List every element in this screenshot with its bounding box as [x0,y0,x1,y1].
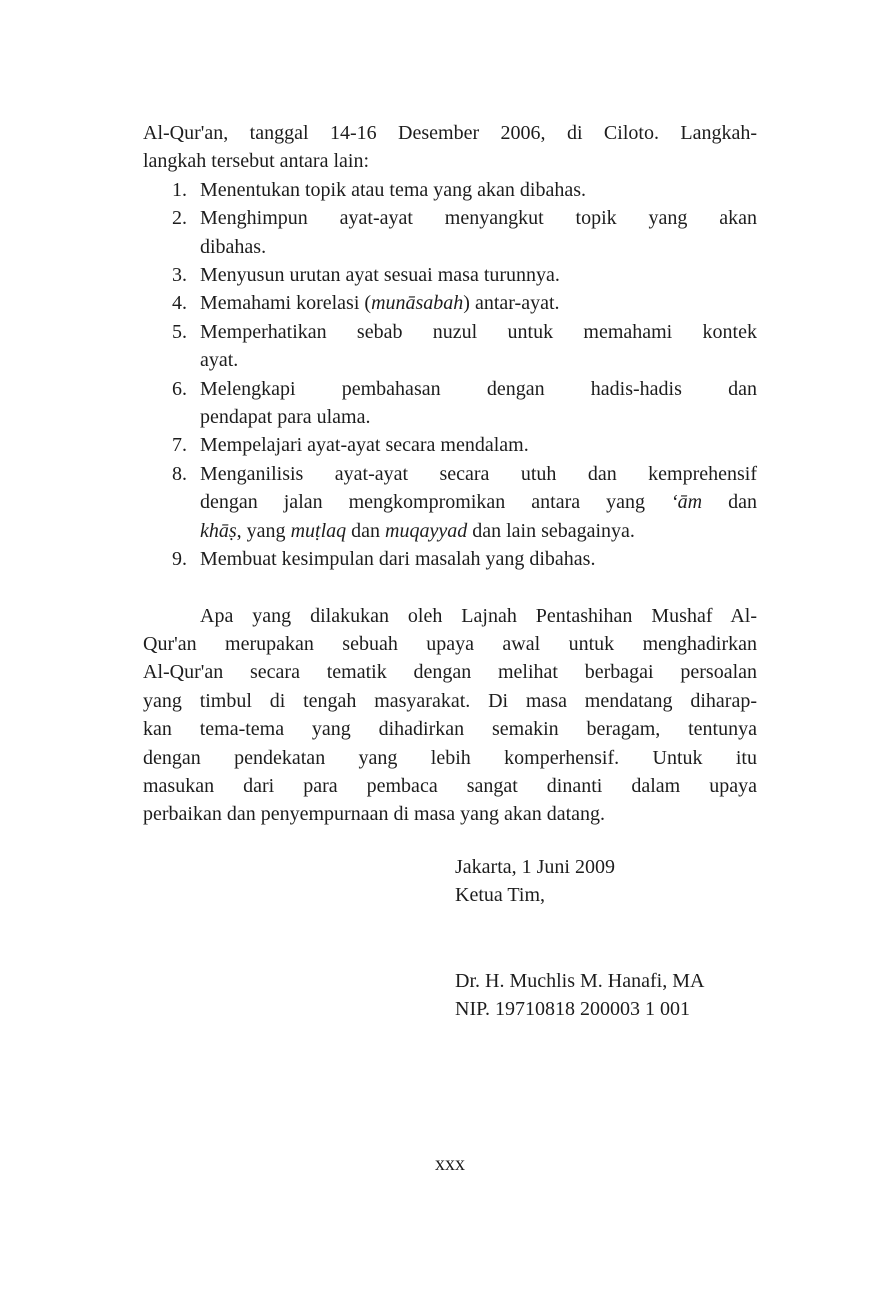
list-item-line [200,545,757,573]
list-item [143,261,757,289]
transliterated-term: ‘ām [671,491,703,514]
list-item-text [200,431,757,459]
text-segment: Memahami korelasi ( [200,292,372,315]
list-item-line [200,431,757,459]
signature-role: Ketua Tim, [455,884,546,907]
text-segment: dengan jalan mengkompromikan antara yang [200,491,671,514]
signature-name: Dr. H. Muchlis M. Hanafi, MA [455,969,705,992]
list-item [143,431,757,459]
list-item [143,318,757,375]
list-item [143,460,757,545]
list-item-line [200,204,757,232]
list-item-line [200,289,757,317]
text-segment: dan [702,491,757,514]
intro-line [143,119,757,147]
text-segment: Menentukan topik atau tema yang akan dibahas. [200,178,586,201]
list-item-line [200,460,757,488]
text-segment: dibahas. [200,235,267,258]
text-segment: kan tema-tema yang dihadirkan semakin beragam, tentunya [143,718,757,741]
list-item-line [200,403,757,431]
text-segment: Al-Qur'an, tanggal 14-16 Desember 2006, di Ciloto. Langkah- [143,122,757,144]
text-segment: dengan pendekatan yang lebih komperhensif. Untuk itu [143,746,757,769]
steps-list [143,176,757,574]
text-segment: Memperhatikan sebab nuzul untuk memahami kontek [200,320,757,343]
transliterated-term: muṭlaq [290,519,347,542]
list-item-text [200,261,757,289]
list-item-text [200,545,757,573]
list-item-line [200,233,757,261]
paragraph-line [143,744,757,772]
list-item [143,545,757,573]
signature-block [455,853,757,1024]
text-segment: Melengkapi pembahasan dengan hadis-hadis dan [200,377,757,400]
list-item [143,204,757,261]
list-item-number: 6. [172,377,187,400]
paragraph-line [143,687,757,715]
text-block [143,119,757,1023]
list-item-number: 1. [172,178,187,201]
text-segment: dan [346,519,386,542]
paragraph-line [143,602,757,630]
list-item-number: 5. [172,320,187,343]
text-segment: Al-Qur'an secara tematik dengan melihat berbagai persoalan [143,661,757,684]
list-item-number: 7. [172,434,187,457]
paragraph-line [143,772,757,800]
list-item-line [200,318,757,346]
intro-paragraph [143,119,757,176]
text-segment: , yang [236,519,291,542]
list-item-number: 2. [172,207,187,230]
list-item [143,176,757,204]
list-item-number: 3. [172,264,187,287]
text-segment: dan lain sebagainya. [467,519,635,542]
text-segment: Qur'an merupakan sebuah upaya awal untuk menghadirkan [143,632,757,655]
list-item-line [200,517,757,545]
signature-nip: NIP. 19710818 200003 1 001 [455,997,691,1020]
list-item-line [200,261,757,289]
paragraph-line [143,658,757,686]
closing-paragraph [143,602,757,829]
list-item-text [200,289,757,317]
text-segment: ayat. [200,349,239,372]
list-item [143,375,757,432]
paragraph-line [143,630,757,658]
page-number: xxx [435,1153,465,1175]
list-item [143,289,757,317]
text-segment: ) antar-ayat. [463,292,560,315]
list-item-text [200,176,757,204]
list-item-line [200,488,757,516]
list-item-number: 9. [172,548,187,571]
transliterated-term: khāṣ [200,519,237,542]
list-item-line [200,346,757,374]
text-segment: Menyusun urutan ayat sesuai masa turunnya. [200,264,560,287]
list-item-number: 4. [172,292,187,315]
transliterated-term: muqayyad [385,519,468,542]
list-item-text [200,204,757,261]
text-segment: perbaikan dan penyempurnaan di masa yang akan datang. [143,803,606,826]
text-segment: Membuat kesimpulan dari masalah yang dibahas. [200,548,596,571]
list-item-line [200,176,757,204]
intro-line [143,147,757,175]
text-segment: langkah tersebut antara lain: [143,150,370,173]
text-segment: Menganilisis ayat-ayat secara utuh dan kemprehensif [200,462,757,485]
text-segment: Apa yang dilakukan oleh Lajnah Pentashihan Mushaf Al- [200,604,757,627]
list-item-text [200,460,757,545]
paragraph-line [143,715,757,743]
signature-space [455,910,757,967]
text-segment: Mempelajari ayat-ayat secara mendalam. [200,434,529,457]
list-item-number: 8. [172,462,187,485]
paragraph-line [143,800,757,828]
list-item-text [200,318,757,375]
text-segment: pendapat para ulama. [200,406,371,429]
signature-place-date: Jakarta, 1 Juni 2009 [455,855,615,878]
list-item-line [200,375,757,403]
text-segment: Menghimpun ayat-ayat menyangkut topik yang akan [200,207,757,230]
text-segment: masukan dari para pembaca sangat dinanti dalam upaya [143,774,757,797]
list-item-text [200,375,757,432]
text-segment: yang timbul di tengah masyarakat. Di masa mendatang diharap- [143,689,757,712]
transliterated-term: munāsabah [371,292,464,315]
